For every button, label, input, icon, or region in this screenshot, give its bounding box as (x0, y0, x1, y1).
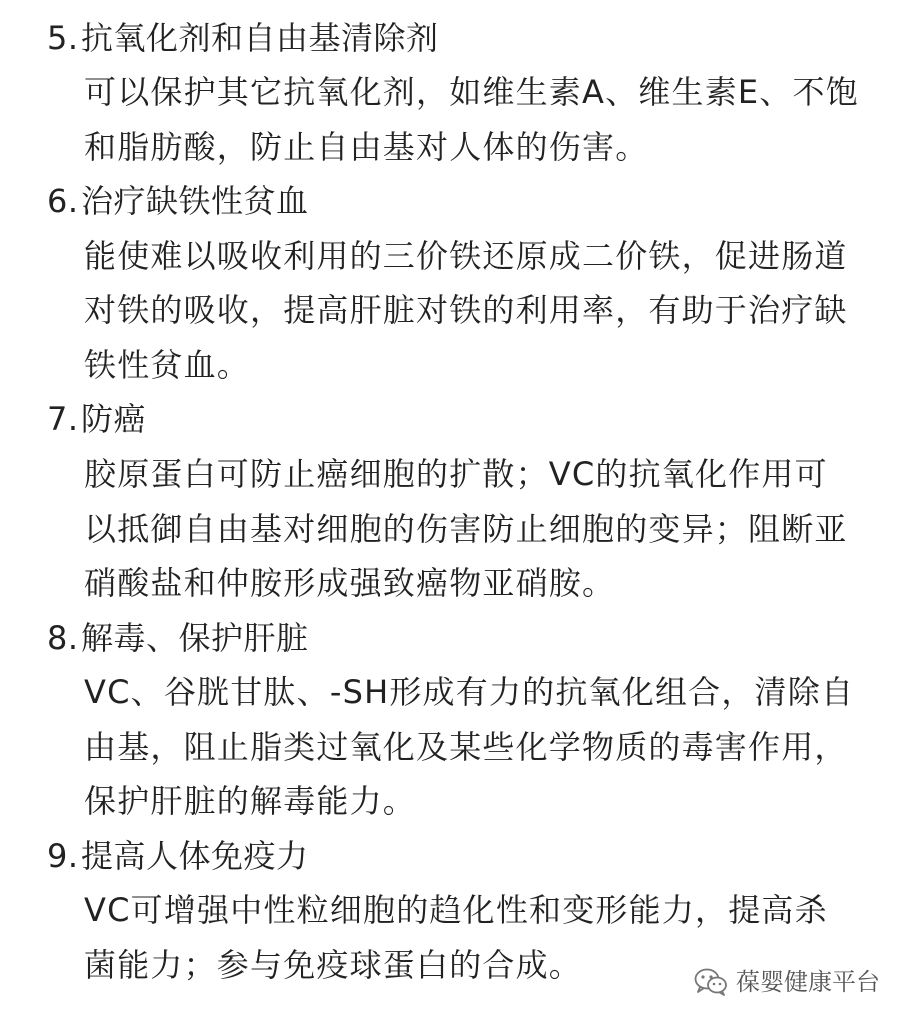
section-number: 7. (47, 400, 79, 438)
paragraph-line: 能使难以吸收利用的三价铁还原成二价铁，促进肠道 (84, 237, 848, 275)
wechat-icon (694, 968, 728, 996)
section-heading-6 (47, 181, 309, 221)
section-heading-9 (47, 836, 309, 876)
paragraph-line: 保护肝脏的解毒能力。 (84, 782, 417, 820)
section-heading-8 (47, 618, 309, 658)
paragraph-line: 硝酸盐和仲胺形成强致癌物亚硝胺。 (84, 564, 616, 602)
paragraph-line: 对铁的吸收，提高肝脏对铁的利用率，有助于治疗缺 (84, 291, 848, 329)
paragraph-line: 和脂肪酸，防止自由基对人体的伤害。 (84, 128, 649, 166)
section-title: 提高人体免疫力 (81, 837, 309, 875)
watermark-text: 葆婴健康平台 (736, 968, 880, 996)
section-number: 5. (47, 19, 79, 57)
section-number: 8. (47, 619, 79, 657)
paragraph-line: VC可增强中性粒细胞的趋化性和变形能力，提高杀 (84, 891, 828, 929)
section-heading-7 (47, 399, 146, 439)
section-title: 防癌 (81, 400, 147, 438)
watermark (694, 966, 880, 998)
section-title: 治疗缺铁性贫血 (81, 182, 309, 220)
paragraph-line: VC、谷胱甘肽、-SH形成有力的抗氧化组合，清除自 (84, 673, 855, 711)
section-title: 解毒、保护肝脏 (81, 619, 309, 657)
paragraph-line: 以抵御自由基对细胞的伤害防止细胞的变异；阻断亚 (84, 510, 848, 548)
section-number: 9. (47, 837, 79, 875)
paragraph-line: 菌能力；参与免疫球蛋白的合成。 (84, 946, 583, 984)
section-heading-5 (47, 18, 439, 58)
paragraph-line: 铁性贫血。 (84, 346, 251, 384)
paragraph-line: 由基，阻止脂类过氧化及某些化学物质的毒害作用， (84, 728, 848, 766)
paragraph-line: 可以保护其它抗氧化剂，如维生素A、维生素E、不饱 (84, 73, 859, 111)
section-title: 抗氧化剂和自由基清除剂 (81, 19, 439, 57)
section-number: 6. (47, 182, 79, 220)
paragraph-line: 胶原蛋白可防止癌细胞的扩散；VC的抗氧化作用可 (84, 455, 828, 493)
